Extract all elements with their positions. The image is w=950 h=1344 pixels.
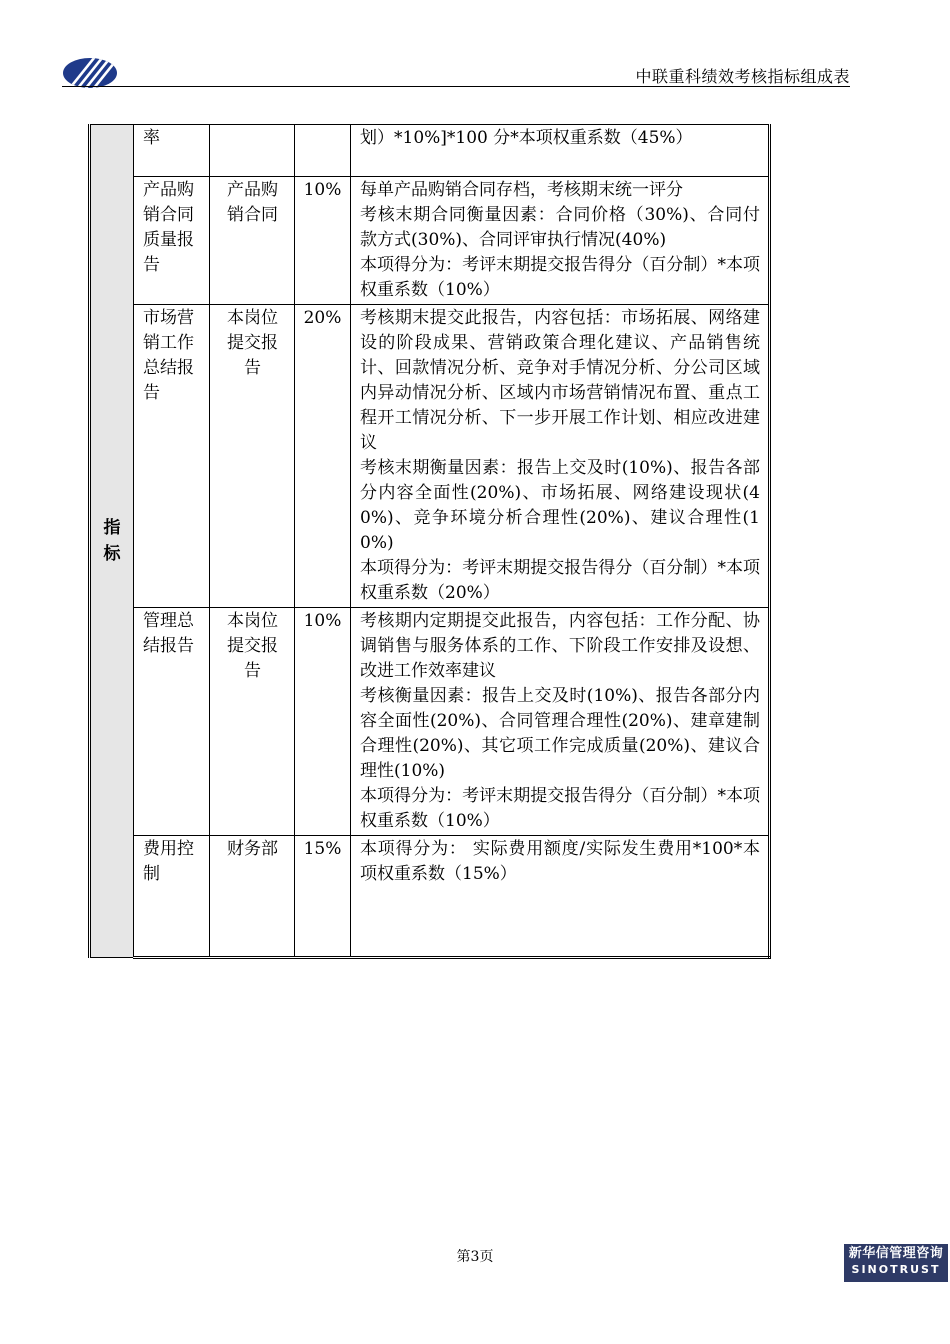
description-line: 考核期末提交此报告，内容包括：市场拓展、网络建设的阶段成果、营销政策合理化建议、产品销售统计、回款情况分析、竞争对手情况分析、分公司区域内异动情况分析、区域内市场营销情况布置、重点工程开工情况分析、下一步开展工作计划、相应改进建议 — [360, 308, 760, 453]
sinotrust-watermark-logo — [844, 1244, 948, 1282]
indicator-source: 财务部 — [210, 836, 295, 958]
side-label-cell — [90, 125, 134, 958]
indicator-source: 本岗位提交报告 — [210, 608, 295, 836]
table-row — [90, 608, 770, 836]
description-line: 考核末期合同衡量因素：合同价格（30%)、合同付款方式(30%)、合同评审执行情况(40%) — [360, 205, 760, 250]
table-row — [90, 177, 770, 305]
indicator-name: 管理总结报告 — [134, 608, 210, 836]
description-line: 考核末期衡量因素：报告上交及时(10%)、报告各部分内容全面性(20%)、市场拓展、网络建设现状(40%)、竞争环境分析合理性(20%)、建议合理性(10%) — [360, 458, 760, 553]
description-line: 本项得分为：考评末期提交报告得分（百分制）*本项权重系数（20%） — [360, 558, 760, 603]
description-line: 本项得分为：考评末期提交报告得分（百分制）*本项权重系数（10%） — [360, 786, 760, 831]
indicator-name: 率 — [134, 125, 210, 177]
description-line: 考核衡量因素：报告上交及时(10%)、报告各部分内容全面性(20%)、合同管理合理性(20%)、建章建制合理性(20%)、其它项工作完成质量(20%)、建议合理性(10%) — [360, 686, 760, 781]
indicator-source — [210, 125, 295, 177]
indicator-description — [351, 608, 770, 836]
description-line: 划）*10%]*100 分*本项权重系数（45%） — [360, 128, 693, 148]
description-line: 本项得分为： 实际费用额度/实际发生费用*100*本项权重系数（15%） — [360, 839, 760, 884]
indicator-source: 产品购销合同 — [210, 177, 295, 305]
table-row — [90, 836, 770, 958]
indicator-weight: 15% — [295, 836, 351, 958]
description-line: 每单产品购销合同存档，考核期末统一评分 — [360, 180, 683, 200]
watermark-cn: 新华信管理咨询 — [848, 1246, 944, 1261]
indicator-name: 费用控制 — [134, 836, 210, 958]
side-label: 指 标 — [103, 518, 121, 564]
header-rule — [62, 86, 850, 87]
indicator-description — [351, 177, 770, 305]
table-row — [90, 305, 770, 608]
page-number: 第3页 — [456, 1249, 494, 1265]
indicator-weight — [295, 125, 351, 177]
watermark-en: SINOTRUST — [851, 1263, 941, 1276]
indicator-name: 市场营销工作总结报告 — [134, 305, 210, 608]
indicator-description — [351, 836, 770, 958]
indicator-weight: 10% — [295, 177, 351, 305]
indicator-name: 产品购销合同质量报告 — [134, 177, 210, 305]
indicator-weight: 20% — [295, 305, 351, 608]
zoomlion-logo-icon — [62, 57, 118, 89]
indicator-description — [351, 125, 770, 177]
description-line: 考核期内定期提交此报告，内容包括：工作分配、协调销售与服务体系的工作、下阶段工作安排及设想、改进工作效率建议 — [360, 611, 760, 681]
description-line: 本项得分为：考评末期提交报告得分（百分制）*本项权重系数（10%） — [360, 255, 760, 300]
indicator-source: 本岗位提交报告 — [210, 305, 295, 608]
header-title: 中联重科绩效考核指标组成表 — [635, 67, 850, 86]
indicator-description — [351, 305, 770, 608]
indicator-weight: 10% — [295, 608, 351, 836]
kpi-table — [88, 124, 771, 959]
table-row — [90, 125, 770, 177]
